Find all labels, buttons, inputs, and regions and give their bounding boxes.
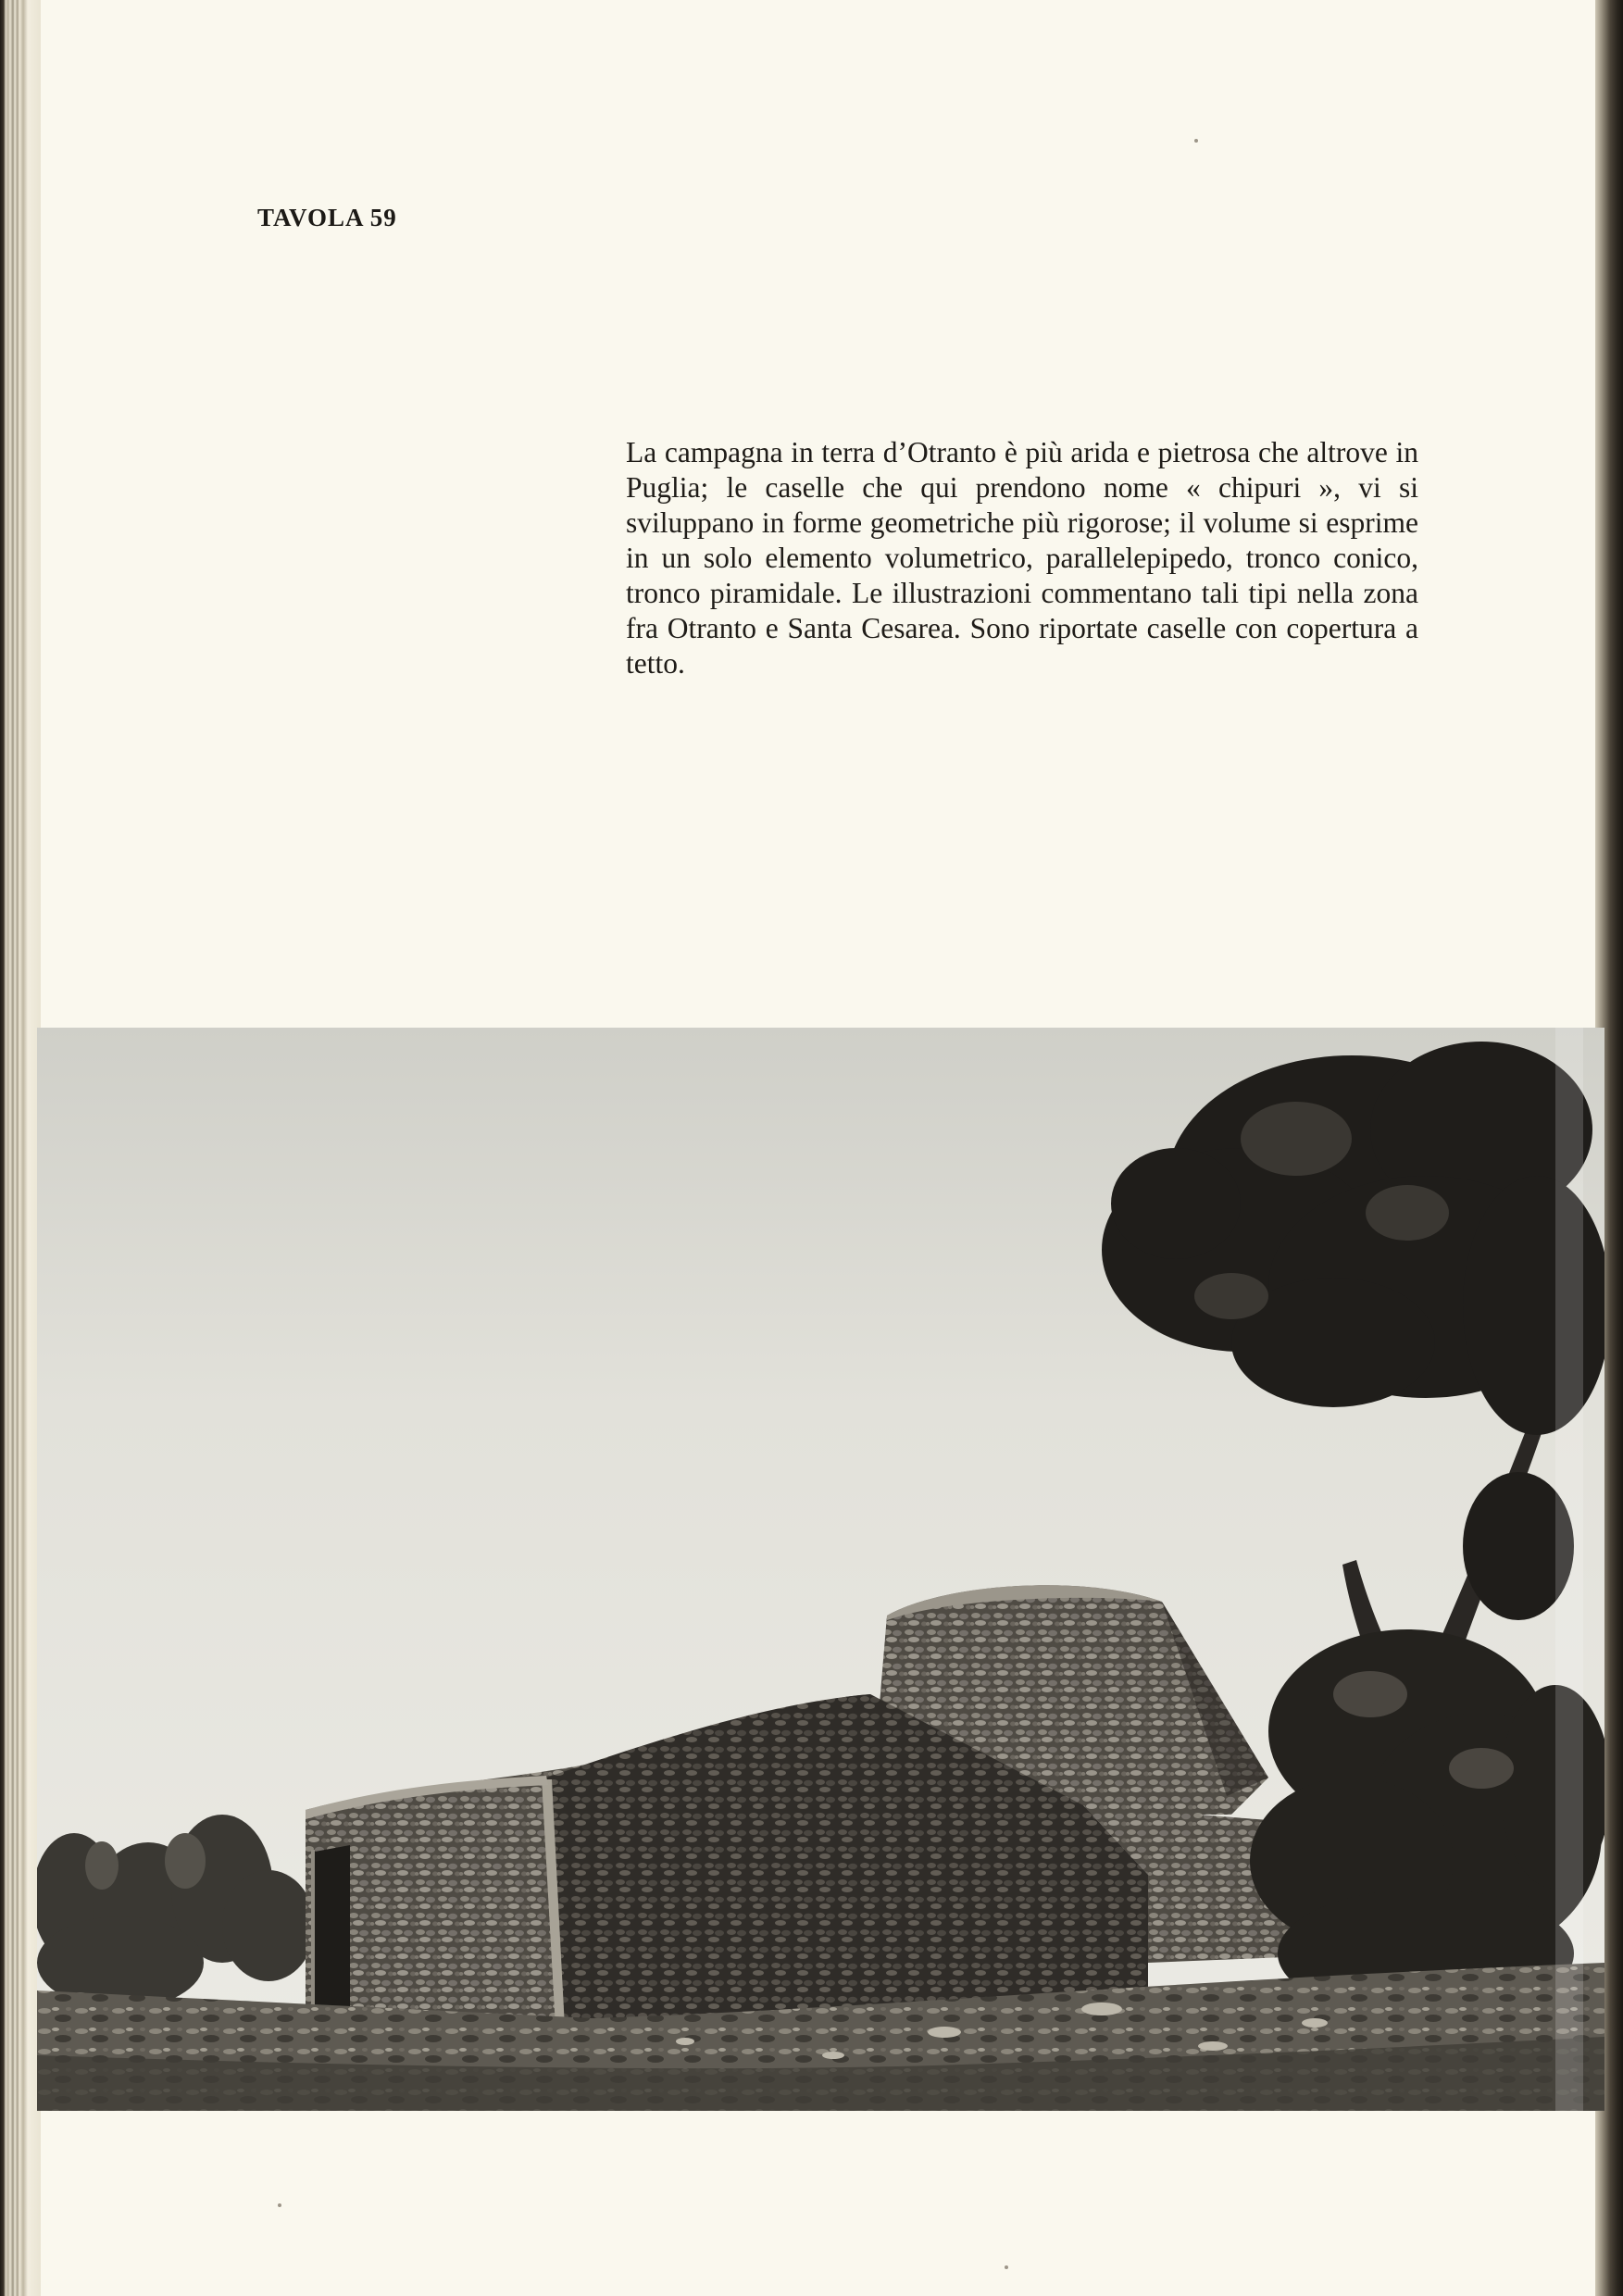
- photograph: [37, 1028, 1604, 2111]
- page-speck: [278, 2203, 281, 2207]
- caption-text: La campagna in terra d’Otranto è più arida e pietrosa che altrove in Puglia; le caselle che qui prendono nome « chipuri », vi si sviluppano in forme geometriche più rigorose; il volume si esprime in un solo elemento volumetrico, parallelepipedo, tronco conico, tronco piramidale. Le illustrazioni commentano tali tipi nella zona fra Otranto e Santa Cesarea. Sono riportate caselle con copertura a tetto.: [626, 436, 1418, 680]
- plate-label: TAVOLA 59: [257, 204, 397, 231]
- page-speck: [1194, 139, 1198, 143]
- stone-hut-photo: [37, 1028, 1604, 2111]
- book-gutter-left: [0, 0, 41, 2296]
- page-speck: [1005, 2265, 1008, 2269]
